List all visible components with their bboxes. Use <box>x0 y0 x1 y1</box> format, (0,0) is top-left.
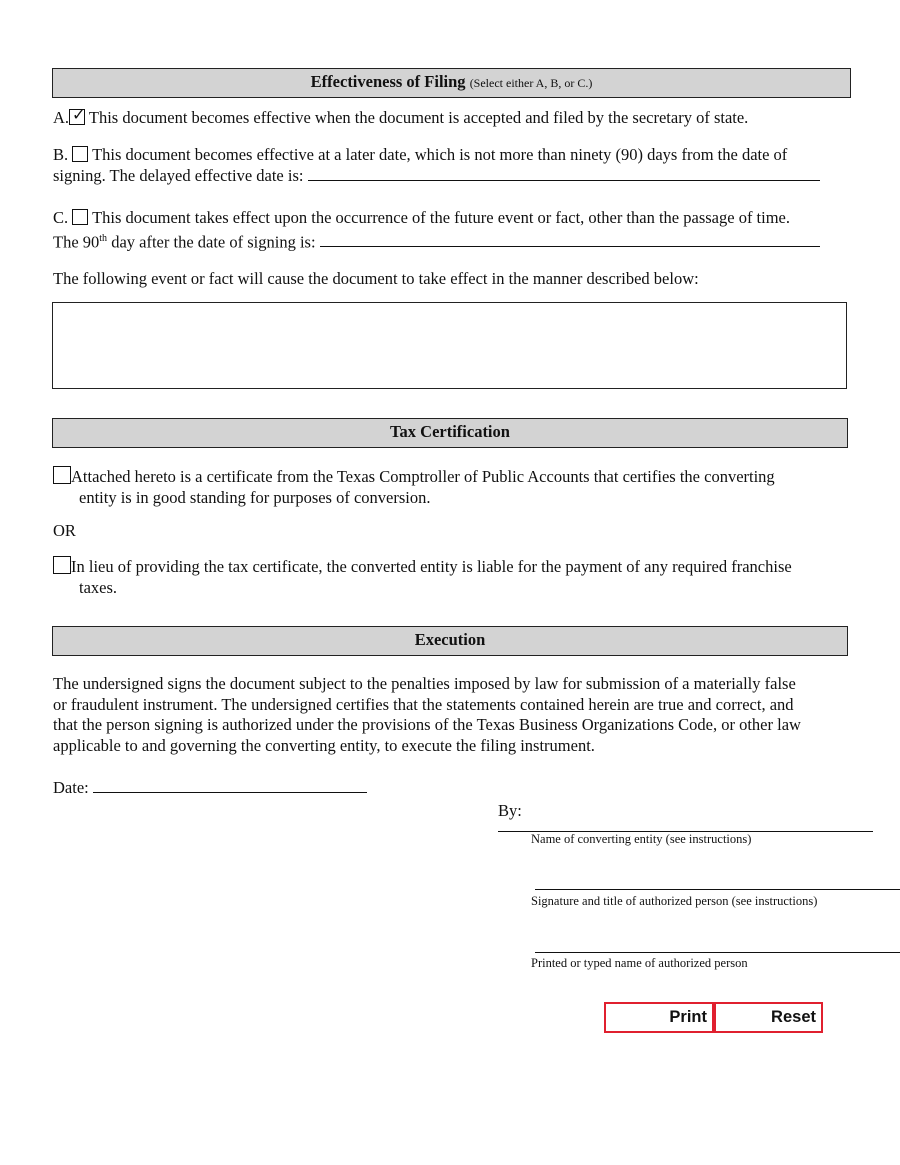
option-c-letter: C. <box>53 208 69 227</box>
execution-line: or fraudulent instrument. The undersigned certifies that the statements contained herein are true and correct, and <box>53 694 794 714</box>
option-b-letter: B. <box>53 145 69 164</box>
print-button[interactable]: Print <box>604 1002 714 1033</box>
effectiveness-subtitle: (Select either A, B, or C.) <box>469 76 593 90</box>
tax-certification-header <box>52 418 848 448</box>
execution-header <box>52 626 848 656</box>
tax-option1-line1: Attached hereto is a certificate from the Texas Comptroller of Public Accounts that certifies the converting <box>71 467 775 486</box>
printed-name-field[interactable] <box>535 952 900 953</box>
execution-paragraph <box>53 674 849 756</box>
event-description-field[interactable] <box>52 302 847 389</box>
by-label: By: <box>498 801 522 820</box>
option-c-text-line1: This document takes effect upon the occurrence of the future event or fact, other than the passage of time. <box>92 208 791 227</box>
tax-option-liable <box>53 556 849 598</box>
check-mark-icon: ✓ <box>72 105 86 124</box>
option-a <box>53 105 849 129</box>
option-b-checkbox[interactable] <box>72 146 88 162</box>
option-c-checkbox[interactable] <box>72 209 88 225</box>
printed-name-label: Printed or typed name of authorized person <box>531 956 748 970</box>
execution-line: applicable to and governing the converting entity, to execute the filing instrument. <box>53 735 595 755</box>
tax-certification-title: Tax Certification <box>390 422 510 441</box>
effectiveness-title: Effectiveness of Filing <box>310 72 466 91</box>
date-field[interactable] <box>93 778 367 793</box>
tax-option2-line2: taxes. <box>79 577 118 597</box>
date-label: Date: <box>53 778 89 797</box>
signature-label: Signature and title of authorized person (see instructions) <box>531 894 818 908</box>
execution-line: that the person signing is authorized under the provisions of the Texas Business Organizations Code, or other law <box>53 715 801 734</box>
date-row <box>53 778 849 799</box>
execution-line: The undersigned signs the document subject to the penalties imposed by law for submission of a materially false <box>53 674 796 693</box>
option-c-text-line2-sup: th <box>99 232 108 244</box>
execution-title: Execution <box>414 630 486 649</box>
tax-option1-line2: entity is in good standing for purposes of conversion. <box>79 487 431 507</box>
or-label: OR <box>53 521 76 540</box>
option-b <box>53 145 849 186</box>
reset-button[interactable]: Reset <box>714 1002 823 1033</box>
option-c-text-line2-post: day after the date of signing is: <box>107 232 316 251</box>
option-a-letter: A. <box>53 108 70 127</box>
tax-option2-line1: In lieu of providing the tax certificate, the converted entity is liable for the payment of any required franchise <box>71 557 792 576</box>
effectiveness-header <box>52 68 851 98</box>
tax-option-certificate <box>53 466 849 508</box>
option-b-text-line1: This document becomes effective at a later date, which is not more than ninety (90) days from the date of <box>92 145 788 164</box>
delayed-date-field[interactable] <box>308 166 820 181</box>
entity-name-label: Name of converting entity (see instructions) <box>531 832 752 846</box>
tax-liable-checkbox[interactable] <box>53 556 71 574</box>
option-c-text-line2-pre: The 90 <box>53 232 100 251</box>
option-c <box>53 208 849 253</box>
signature-field[interactable] <box>535 889 900 890</box>
ninetieth-day-field[interactable] <box>320 232 820 247</box>
option-b-text-line2: signing. The delayed effective date is: <box>53 165 304 185</box>
option-a-text: This document becomes effective when the document is accepted and filed by the secretary of state. <box>88 108 749 127</box>
event-label: The following event or fact will cause the document to take effect in the manner described below: <box>53 269 699 288</box>
option-a-checkbox[interactable] <box>69 105 86 125</box>
tax-certificate-checkbox[interactable] <box>53 466 71 484</box>
